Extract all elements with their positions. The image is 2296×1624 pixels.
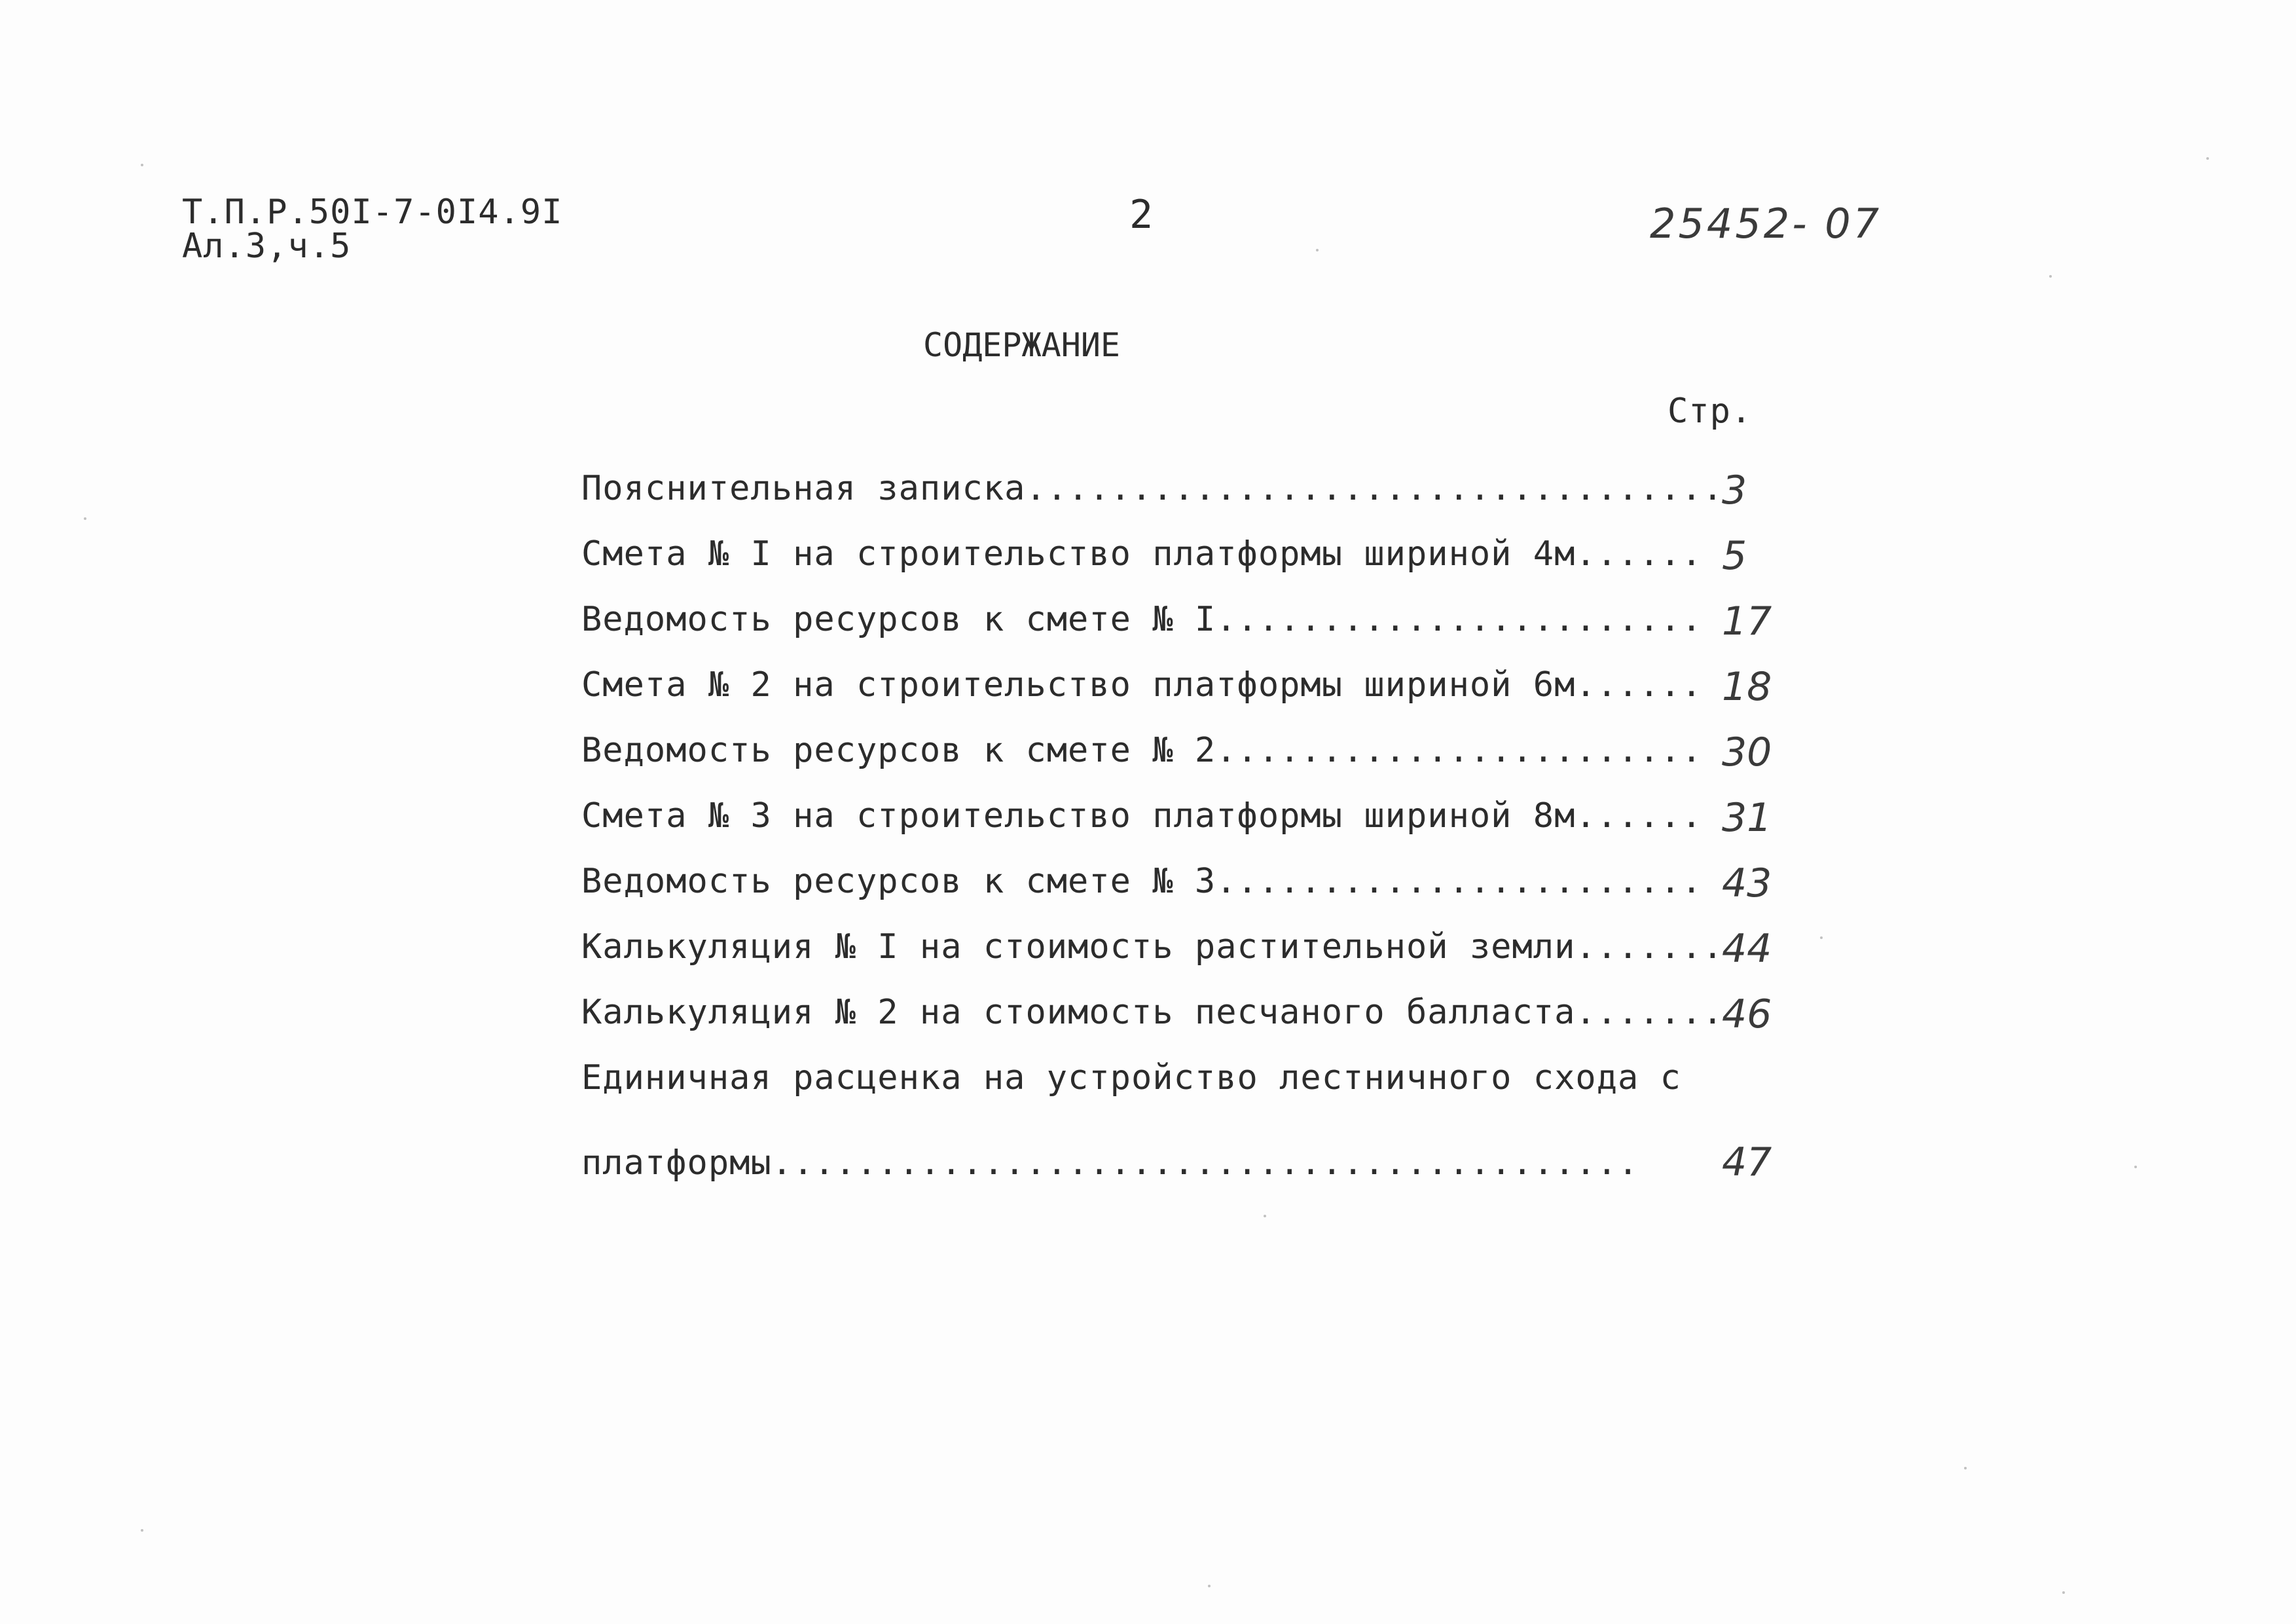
scan-speck [141, 164, 143, 166]
toc-entry [581, 795, 2087, 845]
toc-entry-page: 3 [1722, 468, 1747, 513]
scan-speck [2049, 275, 2052, 278]
scan-speck [2206, 157, 2209, 160]
toc-entry-title: Смета № 2 на строительство платформы шириной 6м...... [581, 665, 1703, 705]
toc-entry [581, 664, 2087, 714]
toc-entry [581, 926, 2087, 976]
archive-number: 25452- 07 [1650, 200, 1882, 248]
toc-entry-page: 5 [1722, 533, 1747, 579]
scan-speck [2062, 1591, 2065, 1594]
toc-entry-page: 18 [1722, 664, 1772, 710]
toc-entry-page: 44 [1722, 926, 1772, 972]
toc-entry-page: 31 [1722, 795, 1772, 841]
scan-speck [84, 517, 86, 520]
toc-heading: СОДЕРЖАНИЕ [923, 326, 1121, 364]
toc-entry-title: Пояснительная записка................................. [581, 469, 1724, 508]
toc-entry [581, 599, 2087, 648]
scan-speck [1208, 1585, 1211, 1587]
document-code: Т.П.Р.50I-7-0I4.9I [182, 193, 563, 232]
toc-entry [581, 533, 2087, 583]
scan-speck [141, 1529, 143, 1532]
toc-entry-title: Калькуляция № I на стоимость растительной земли....... [581, 927, 1724, 967]
toc-entry [581, 1058, 2087, 1192]
toc-entry-page: 46 [1722, 991, 1772, 1037]
toc-entry-page: 17 [1722, 599, 1772, 644]
scan-speck [2134, 1166, 2137, 1168]
toc-entry [581, 729, 2087, 779]
toc-entry [581, 860, 2087, 910]
scan-speck [1316, 249, 1319, 251]
document-section: Ал.3,ч.5 [182, 227, 352, 266]
toc-entry-title: Ведомость ресурсов к смете № 2....................... [581, 731, 1703, 770]
toc-entry [581, 468, 2087, 517]
toc-entry-title-continuation: платформы......................................... [581, 1143, 1639, 1183]
toc-entry-title: Ведомость ресурсов к смете № 3....................... [581, 862, 1703, 901]
toc-entry-page: 43 [1722, 860, 1772, 906]
scan-speck [1964, 1467, 1967, 1469]
toc-entry-title: Калькуляция № 2 на стоимость песчаного балласта....... [581, 993, 1724, 1032]
toc-entry-title: Ведомость ресурсов к смете № I....................... [581, 600, 1703, 639]
toc-entry [581, 991, 2087, 1041]
toc-entry-page: 47 [1722, 1139, 1772, 1185]
page-number: 2 [1129, 192, 1154, 238]
toc-entry-page: 30 [1722, 729, 1772, 775]
toc-entry-title: Смета № I на строительство платформы шириной 4м...... [581, 534, 1703, 574]
toc-entry-title: Единичная расценка на устройство лестничного схода с [581, 1058, 1681, 1098]
scan-speck [1264, 1215, 1266, 1217]
toc-entry-title: Смета № 3 на строительство платформы шириной 8м...... [581, 796, 1703, 836]
page-column-label: Стр. [1667, 392, 1753, 431]
